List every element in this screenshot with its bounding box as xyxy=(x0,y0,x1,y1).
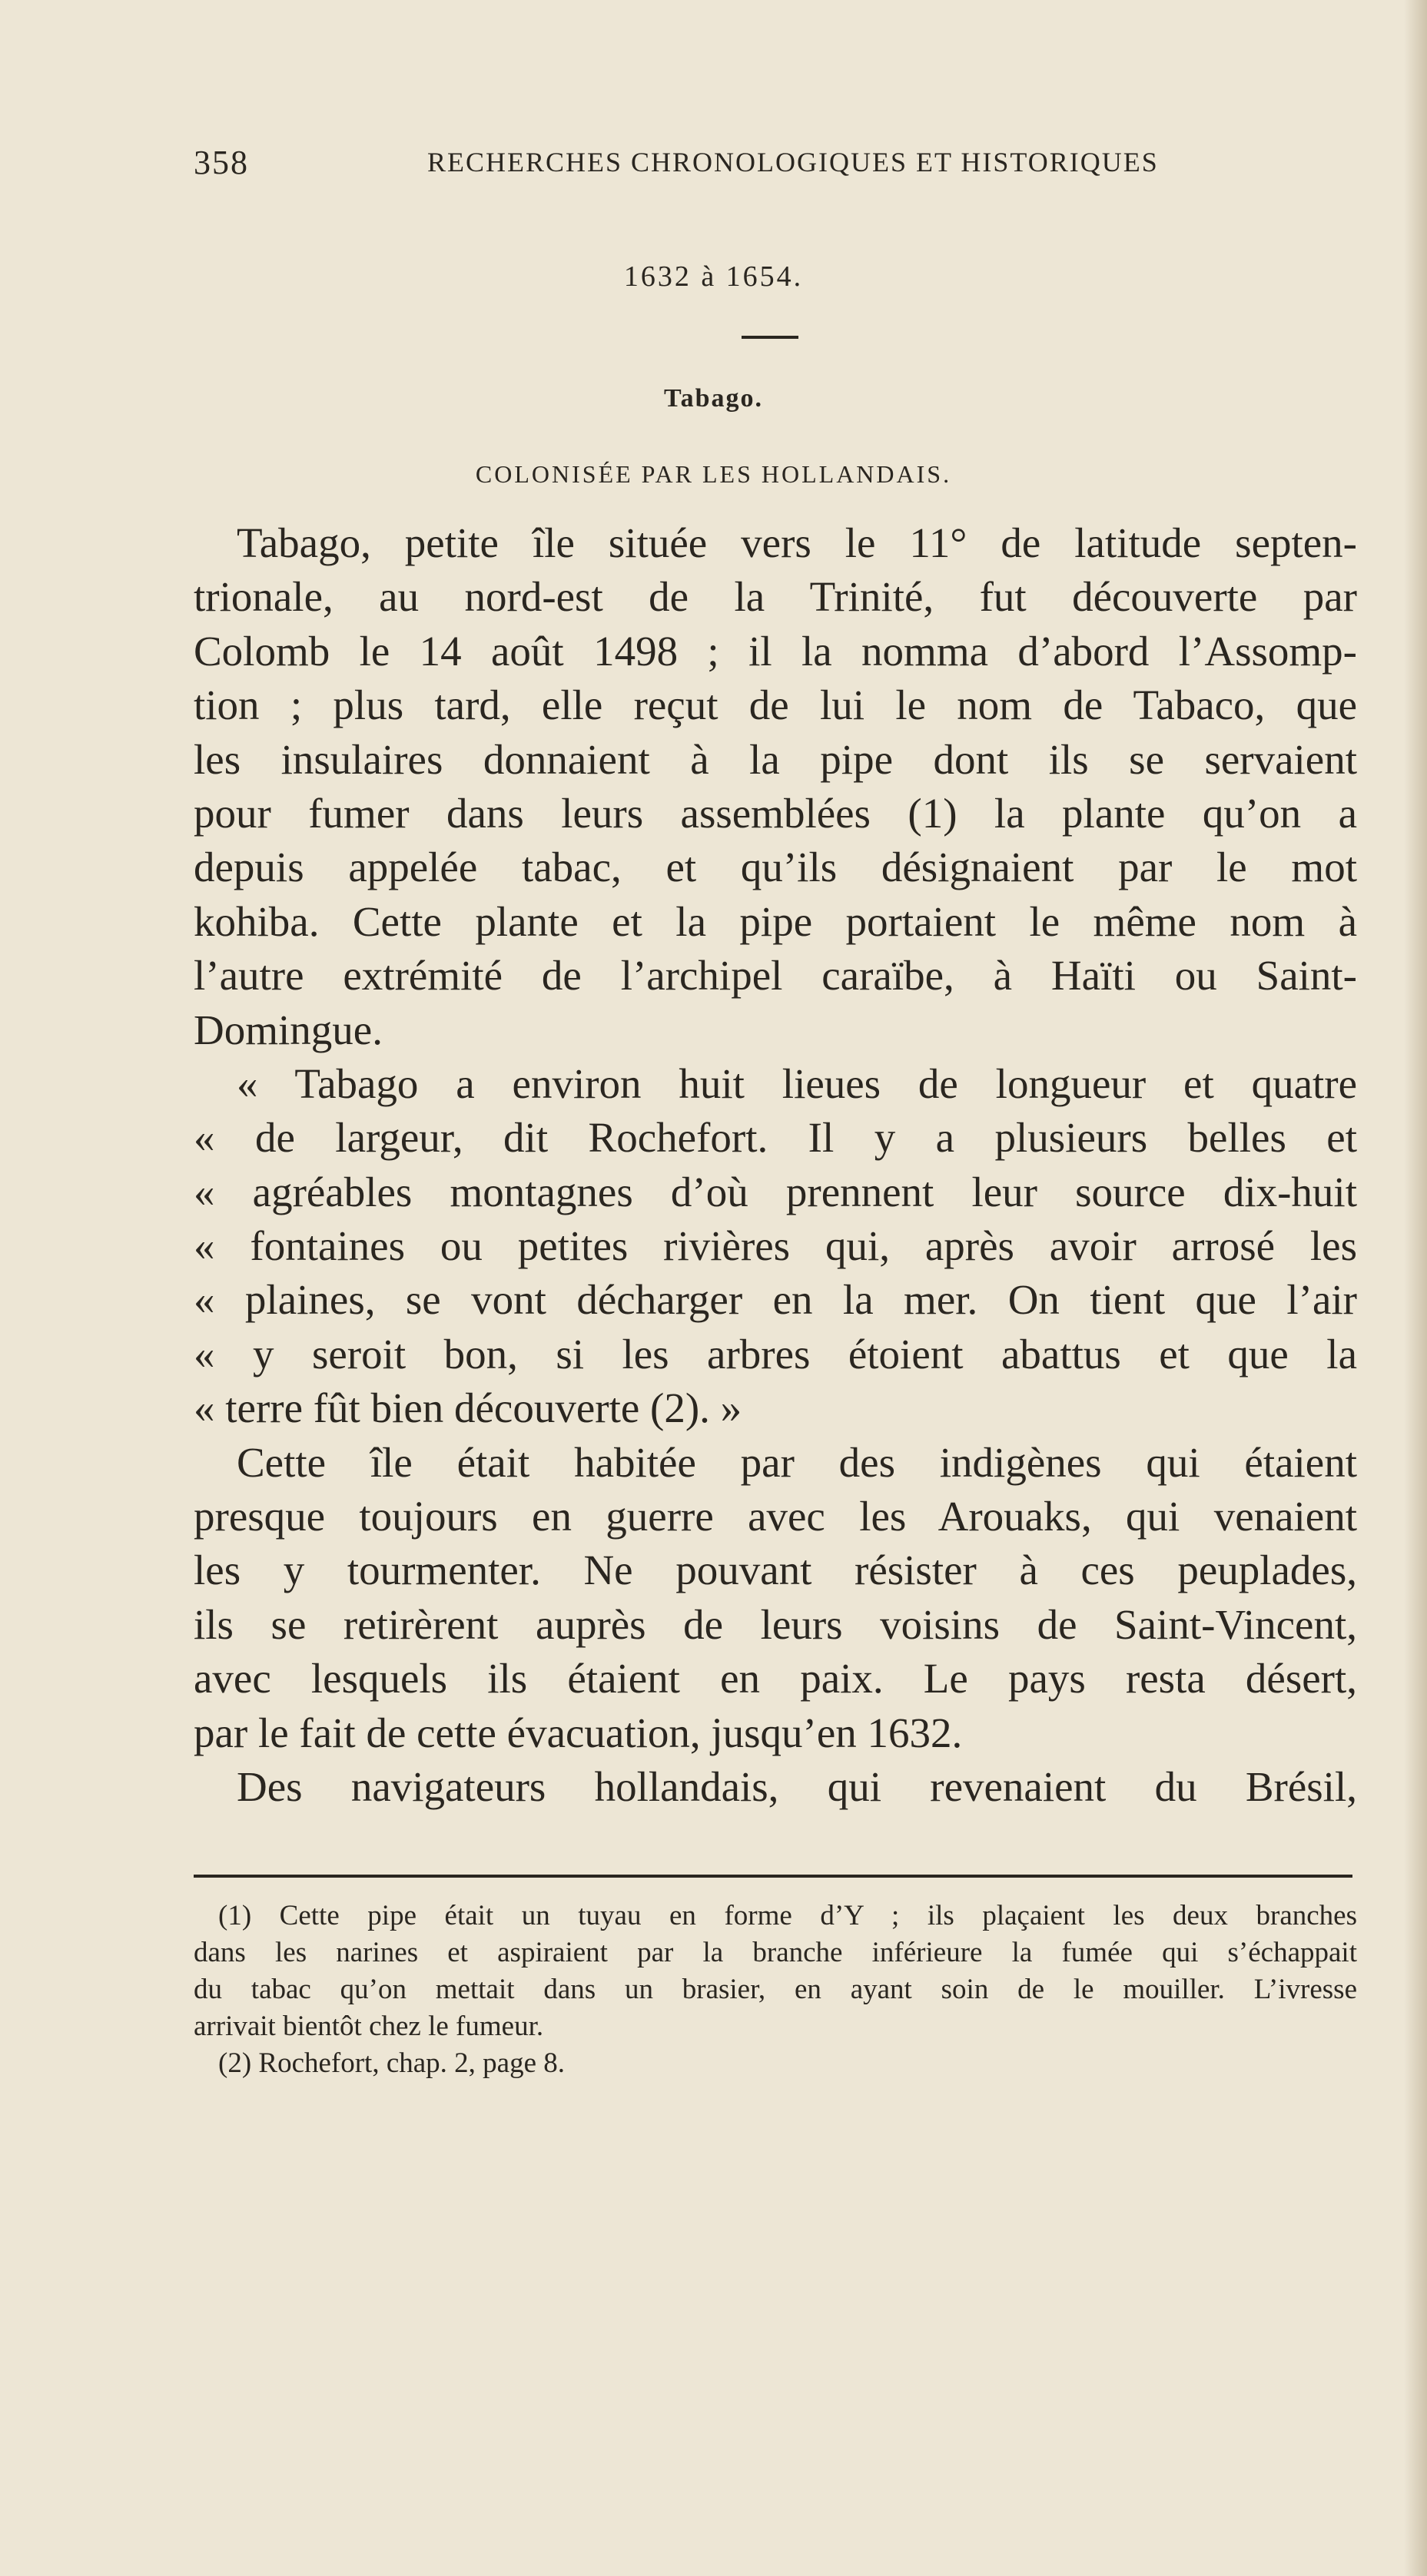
footnote-line: (1) Cette pipe était un tuyau en forme d’Y ; ils plaçaient les deux branches xyxy=(218,1900,1357,1931)
page-number: 358 xyxy=(194,144,249,181)
body-line: presque toujours en guerre avec les Arouaks, qui venaient xyxy=(194,1493,1357,1540)
body-line: les y tourmenter. Ne pouvant résister à ces peuplades, xyxy=(194,1547,1357,1594)
date-range-heading: 1632 à 1654. xyxy=(623,260,804,293)
body-line: trionale, au nord-est de la Trinité, fut découverte par xyxy=(194,573,1357,621)
quote-line: « agréables montagnes d’où prennent leur source dix-huit xyxy=(194,1168,1357,1215)
body-line: l’autre extrémité de l’archipel caraïbe, à Haïti ou Saint- xyxy=(194,952,1357,1000)
running-header xyxy=(194,143,1254,189)
quote-line: « fontaines ou petites rivières qui, après avoir arrosé les xyxy=(194,1222,1357,1270)
running-title: RECHERCHES CHRONOLOGIQUES ET HISTORIQUES xyxy=(427,147,1159,177)
body-line: pour fumer dans leurs assemblées (1) la plante qu’on a xyxy=(194,789,1357,837)
quote-line: « Tabago a environ huit lieues de longueur et quatre xyxy=(237,1059,1357,1107)
footnote-line: (2) Rochefort, chap. 2, page 8. xyxy=(218,2047,566,2079)
footnote-line: du tabac qu’on mettait dans un brasier, en ayant soin de le mouiller. L’ivresse xyxy=(194,1974,1357,2005)
body-line: par le fait de cette évacuation, jusqu’en 1632. xyxy=(194,1709,963,1756)
body-line: les insulaires donnaient à la pipe dont ils se servaient xyxy=(194,735,1357,783)
body-line: avec lesquels ils étaient en paix. Le pays resta désert, xyxy=(194,1655,1357,1702)
body-line: Cette île était habitée par des indigènes qui étaient xyxy=(237,1438,1357,1486)
quote-line: « plaines, se vont décharger en la mer. On tient que l’air xyxy=(194,1276,1357,1324)
footnotes xyxy=(194,1898,1357,2082)
body-line: Des navigateurs hollandais, qui revenaient du Brésil, xyxy=(237,1762,1357,1810)
body-line: tion ; plus tard, elle reçut de lui le nom de Tabaco, que xyxy=(194,681,1357,729)
place-heading: Tabago. xyxy=(664,384,763,413)
quote-line: « terre fût bien découverte (2). » xyxy=(194,1384,742,1432)
body-line: Tabago, petite île située vers le 11° de latitude septen- xyxy=(237,519,1357,566)
quote-line: « de largeur, dit Rochefort. Il y a plusieurs belles et xyxy=(194,1114,1357,1162)
quote-line: « y seroit bon, si les arbres étoient abattus et que la xyxy=(194,1330,1357,1378)
body-line: Domingue. xyxy=(194,1006,383,1053)
body-line: Colomb le 14 août 1498 ; il la nomma d’abord l’Assomp- xyxy=(194,627,1357,675)
body-line: kohiba. Cette plante et la pipe portaient le même nom à xyxy=(194,897,1357,945)
body-text xyxy=(194,516,1357,1814)
heading-rule xyxy=(742,336,798,339)
footnote-line: arrivait bientôt chez le fumeur. xyxy=(194,2011,544,2042)
footnote-separator xyxy=(194,1875,1352,1878)
body-line: depuis appelée tabac, et qu’ils désignaient par le mot xyxy=(194,844,1357,891)
footnote-line: dans les narines et aspiraient par la branche inférieure la fumée qui s’échappait xyxy=(194,1937,1357,1968)
body-line: ils se retirèrent auprès de leurs voisins de Saint-Vincent, xyxy=(194,1600,1357,1648)
section-subheading: COLONISÉE PAR LES HOLLANDAIS. xyxy=(475,460,952,488)
